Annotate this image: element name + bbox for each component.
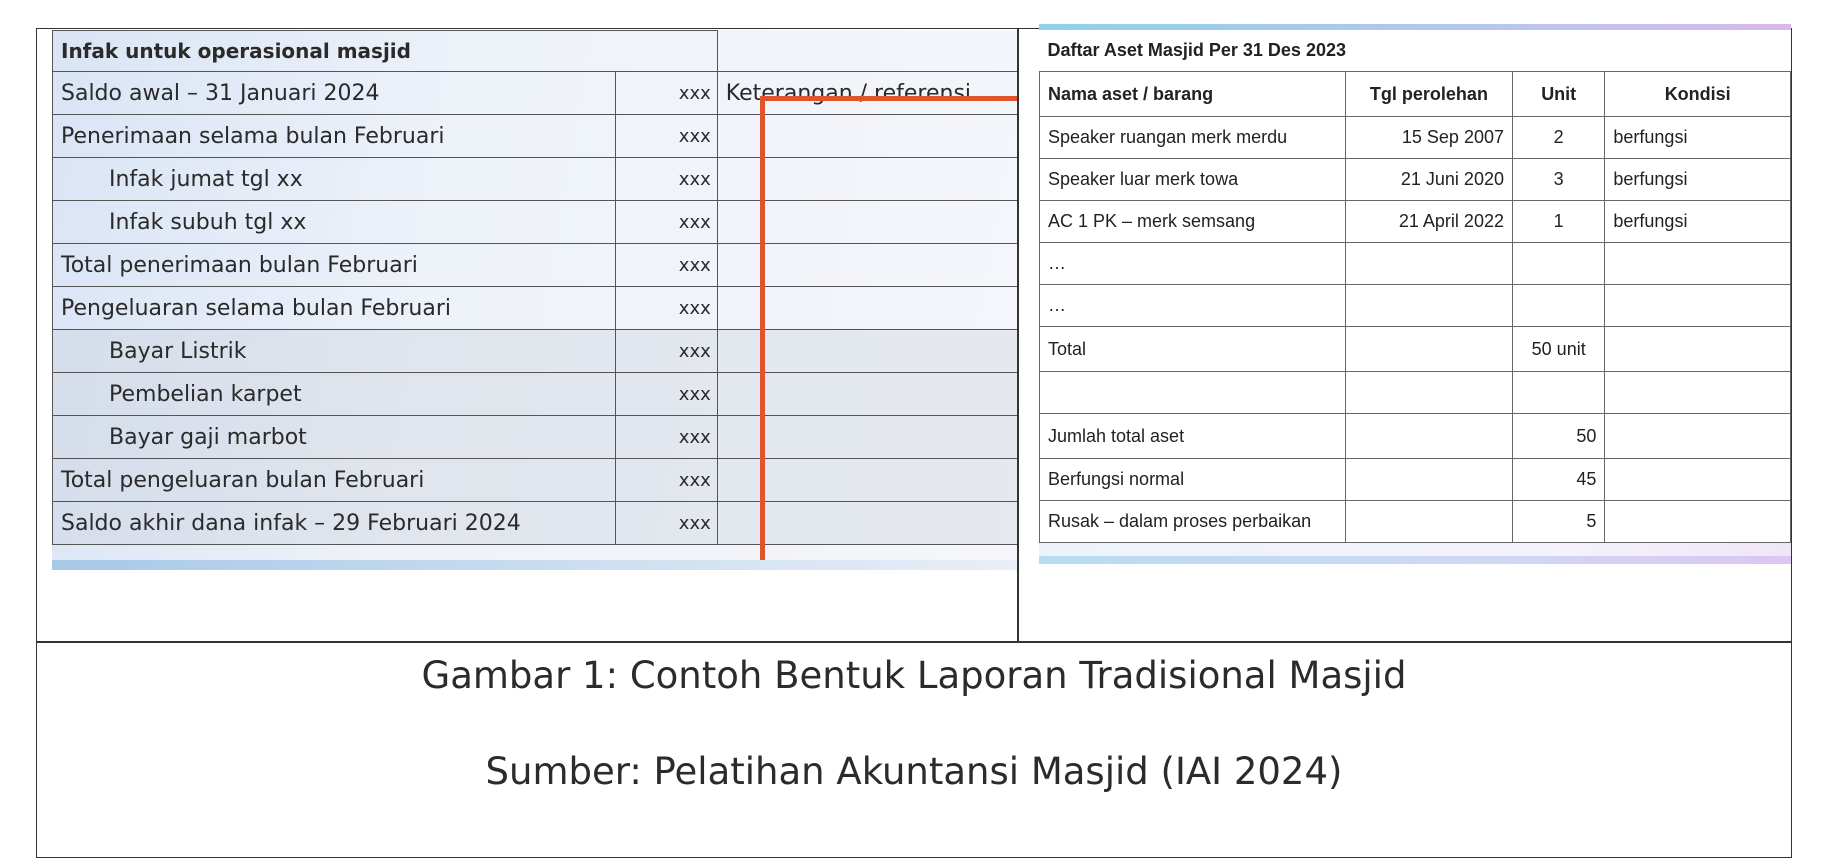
row-value: xxx: [616, 158, 717, 201]
column-header: Kondisi: [1605, 72, 1791, 117]
condition-cell: berfungsi: [1605, 201, 1791, 243]
acquisition-date-cell: [1345, 372, 1512, 414]
note-cell: [717, 115, 1017, 158]
asset-table-title-row: [1040, 30, 1791, 72]
row-value: xxx: [616, 287, 717, 330]
infak-table-header-row: [53, 31, 1018, 72]
note-cell: [717, 201, 1017, 244]
acquisition-date-cell: 15 Sep 2007: [1345, 117, 1512, 159]
table-row: [53, 72, 1018, 115]
row-value: xxx: [616, 502, 717, 545]
table-row: [1040, 414, 1791, 459]
summary-value-cell: 50: [1512, 414, 1604, 459]
row-value: xxx: [616, 201, 717, 244]
table-row: [1040, 201, 1791, 243]
table-row: [53, 201, 1018, 244]
row-label: Penerimaan selama bulan Februari: [53, 115, 616, 158]
summary-value-cell: 45: [1512, 459, 1604, 501]
summary-label-cell: Jumlah total aset: [1040, 414, 1346, 459]
acquisition-date-cell: [1345, 501, 1512, 543]
condition-cell: [1605, 327, 1791, 372]
asset-table: [1039, 30, 1791, 543]
row-label: Pembelian karpet: [53, 373, 616, 416]
table-row: [53, 416, 1018, 459]
asset-table-title: Daftar Aset Masjid Per 31 Des 2023: [1040, 30, 1791, 72]
unit-cell: [1512, 285, 1604, 327]
note-cell: [717, 158, 1017, 201]
asset-name-cell: [1040, 372, 1346, 414]
row-value: xxx: [616, 459, 717, 502]
row-value: xxx: [616, 115, 717, 158]
asset-name-cell: Speaker luar merk towa: [1040, 159, 1346, 201]
condition-cell: [1605, 285, 1791, 327]
note-cell: [717, 287, 1017, 330]
table-row: [53, 287, 1018, 330]
acquisition-date-cell: [1345, 459, 1512, 501]
table-row: [53, 244, 1018, 287]
asset-name-cell: AC 1 PK – merk semsang: [1040, 201, 1346, 243]
table-row: [1040, 501, 1791, 543]
table-row: [1040, 243, 1791, 285]
table-row: [53, 115, 1018, 158]
acquisition-date-cell: [1345, 414, 1512, 459]
unit-cell: 2: [1512, 117, 1604, 159]
row-value: xxx: [616, 330, 717, 373]
table-row: [1040, 159, 1791, 201]
unit-cell: [1512, 243, 1604, 285]
table-row: [1040, 372, 1791, 414]
table-row: [1040, 459, 1791, 501]
note-cell: [717, 416, 1017, 459]
frame-horizontal-divider: [36, 641, 1792, 643]
asset-list-image: [1039, 24, 1791, 564]
table-row: [1040, 285, 1791, 327]
acquisition-date-cell: 21 Juni 2020: [1345, 159, 1512, 201]
condition-cell: [1605, 372, 1791, 414]
note-cell: [717, 330, 1017, 373]
row-value: xxx: [616, 416, 717, 459]
condition-cell: [1605, 243, 1791, 285]
table-row: [53, 330, 1018, 373]
acquisition-date-cell: [1345, 327, 1512, 372]
row-value: xxx: [616, 72, 717, 115]
table-row: [53, 158, 1018, 201]
row-label: Bayar Listrik: [53, 330, 616, 373]
acquisition-date-cell: [1345, 243, 1512, 285]
row-label: Total penerimaan bulan Februari: [53, 244, 616, 287]
condition-cell: [1605, 459, 1791, 501]
unit-cell: 3: [1512, 159, 1604, 201]
row-label: Bayar gaji marbot: [53, 416, 616, 459]
infak-table-empty-corner: [717, 31, 1017, 72]
asset-name-cell: …: [1040, 243, 1346, 285]
asset-name-cell: Speaker ruangan merk merdu: [1040, 117, 1346, 159]
note-cell: [717, 373, 1017, 416]
condition-cell: [1605, 414, 1791, 459]
note-cell: [717, 459, 1017, 502]
total-unit-cell: 50 unit: [1512, 327, 1604, 372]
infak-table-title: Infak untuk operasional masjid: [53, 31, 718, 72]
row-label: Pengeluaran selama bulan Februari: [53, 287, 616, 330]
frame-vertical-divider: [1017, 28, 1019, 642]
note-column-header: Keterangan / referensi: [717, 72, 1017, 115]
column-header: Tgl perolehan: [1345, 72, 1512, 117]
summary-label-cell: Rusak – dalam proses perbaikan: [1040, 501, 1346, 543]
column-header: Nama aset / barang: [1040, 72, 1346, 117]
summary-label-cell: Berfungsi normal: [1040, 459, 1346, 501]
infak-report-image: [52, 30, 1017, 570]
row-label: Total pengeluaran bulan Februari: [53, 459, 616, 502]
column-header: Unit: [1512, 72, 1604, 117]
row-value: xxx: [616, 373, 717, 416]
infak-table: [52, 30, 1017, 545]
unit-cell: 1: [1512, 201, 1604, 243]
total-label-cell: Total: [1040, 327, 1346, 372]
figure-source: Sumber: Pelatihan Akuntansi Masjid (IAI 2024): [485, 750, 1343, 793]
asset-name-cell: …: [1040, 285, 1346, 327]
acquisition-date-cell: 21 April 2022: [1345, 201, 1512, 243]
note-cell: [717, 502, 1017, 545]
summary-value-cell: 5: [1512, 501, 1604, 543]
condition-cell: [1605, 501, 1791, 543]
row-label: Saldo awal – 31 Januari 2024: [53, 72, 616, 115]
row-value: xxx: [616, 244, 717, 287]
table-row: [1040, 117, 1791, 159]
row-label: Infak jumat tgl xx: [53, 158, 616, 201]
table-row: [53, 373, 1018, 416]
note-cell: [717, 244, 1017, 287]
figure-caption: Gambar 1: Contoh Bentuk Laporan Tradisional Masjid: [421, 654, 1407, 697]
table-row: [1040, 327, 1791, 372]
unit-cell: [1512, 372, 1604, 414]
row-label: Infak subuh tgl xx: [53, 201, 616, 244]
asset-table-header-row: [1040, 72, 1791, 117]
row-label: Saldo akhir dana infak – 29 Februari 2024: [53, 502, 616, 545]
table-row: [53, 502, 1018, 545]
table-row: [53, 459, 1018, 502]
condition-cell: berfungsi: [1605, 117, 1791, 159]
condition-cell: berfungsi: [1605, 159, 1791, 201]
acquisition-date-cell: [1345, 285, 1512, 327]
